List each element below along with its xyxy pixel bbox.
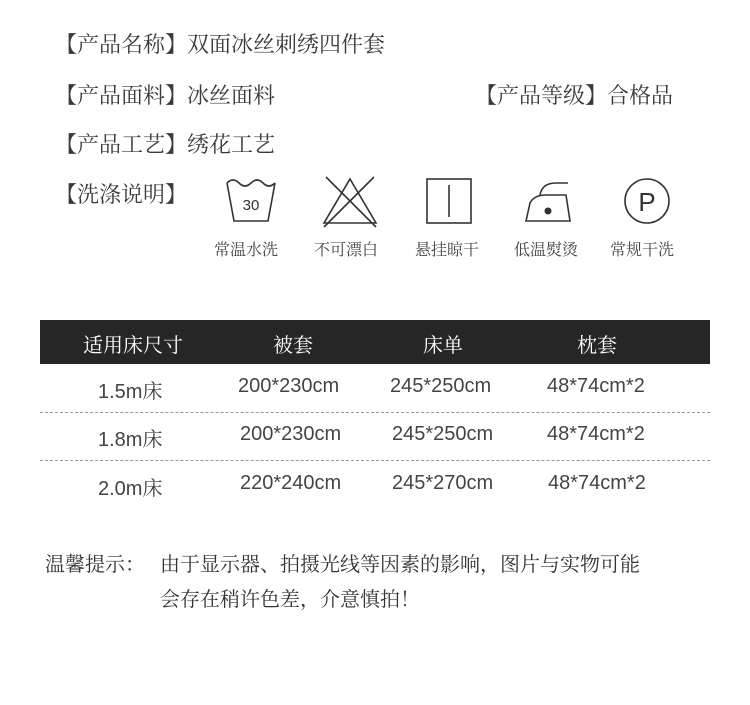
table-header <box>40 320 710 364</box>
cell-sheet: 245*250cm <box>392 423 494 445</box>
cell-sheet: 245*270cm <box>392 472 494 494</box>
product-fabric-value: 冰丝面料 <box>187 84 276 109</box>
notice-label: 温馨提示： <box>45 552 145 576</box>
product-craft-label: 【产品工艺】 <box>55 133 188 158</box>
wash-instructions-label: 【洗涤说明】 <box>55 183 188 208</box>
header-pillowcase: 枕套 <box>577 333 617 357</box>
cell-pillowcase: 48*74cm*2 <box>548 472 646 494</box>
table-row <box>40 412 710 460</box>
product-fabric-label: 【产品面料】 <box>55 84 188 109</box>
dry-clean-p-icon <box>617 173 677 229</box>
notice-line-1: 由于显示器、拍摄光线等因素的影响，图片与实物可能 <box>160 552 640 576</box>
product-name-row <box>55 28 385 59</box>
cell-pillowcase: 48*74cm*2 <box>547 423 645 445</box>
care-label-bleach: 不可漂白 <box>314 240 379 259</box>
care-label-wash: 常温水洗 <box>214 240 279 259</box>
size-table <box>40 320 710 500</box>
wash-30-icon <box>221 173 281 229</box>
cell-pillowcase: 48*74cm*2 <box>547 375 645 397</box>
product-craft-row <box>55 128 275 159</box>
cell-duvet: 200*230cm <box>240 423 342 445</box>
care-label-dry: 悬挂晾干 <box>415 240 480 259</box>
cell-duvet: 220*240cm <box>240 472 342 494</box>
header-sheet: 床单 <box>423 333 463 357</box>
wash-temp-text: 30 <box>242 197 260 214</box>
low-iron-icon <box>520 173 580 229</box>
care-label-dryclean: 常规干洗 <box>610 240 675 259</box>
dry-clean-letter: P <box>638 187 656 217</box>
table-row <box>40 364 710 412</box>
product-grade-value: 合格品 <box>607 84 674 109</box>
cell-duvet: 200*230cm <box>238 375 340 397</box>
care-label-iron: 低温熨烫 <box>514 240 579 259</box>
no-bleach-icon <box>320 173 380 229</box>
product-name-value: 双面冰丝刺绣四件套 <box>187 33 386 58</box>
product-name-label: 【产品名称】 <box>55 33 188 58</box>
cell-bed-size: 2.0m床 <box>98 478 163 500</box>
header-duvet: 被套 <box>273 333 313 357</box>
product-grade-row <box>475 79 673 110</box>
product-craft-value: 绣花工艺 <box>187 133 276 158</box>
product-fabric-row <box>55 79 275 110</box>
product-grade-label: 【产品等级】 <box>475 84 608 109</box>
header-bed-size: 适用床尺寸 <box>83 333 183 357</box>
table-row <box>40 461 710 509</box>
cell-bed-size: 1.5m床 <box>98 381 163 403</box>
hang-dry-icon <box>419 173 479 229</box>
cell-sheet: 245*250cm <box>390 375 492 397</box>
notice-line-2: 会存在稍许色差，介意慎拍！ <box>160 587 420 611</box>
cell-bed-size: 1.8m床 <box>98 429 163 451</box>
